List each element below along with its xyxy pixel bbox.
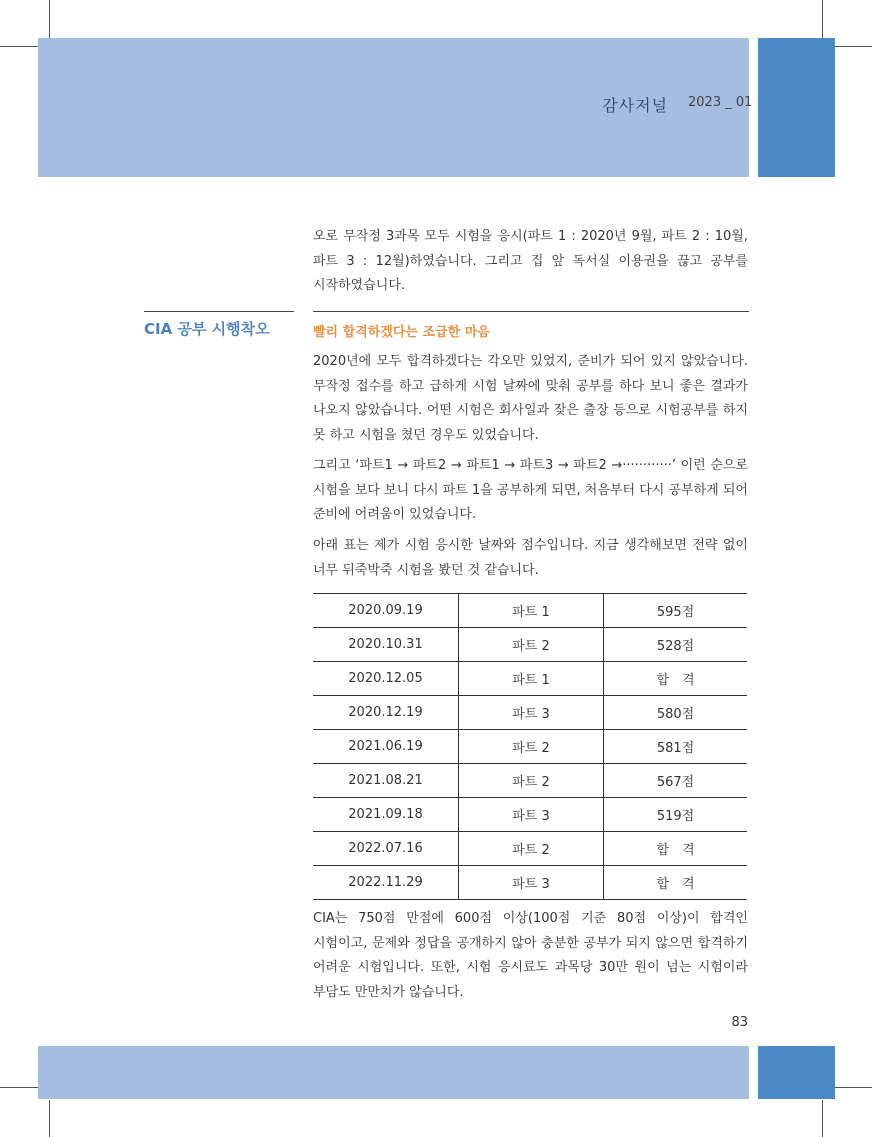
journal-title: 감사저널 bbox=[602, 96, 668, 115]
section-subheading: 빨리 합격하겠다는 조급한 마음 bbox=[313, 325, 490, 340]
section-rule-right bbox=[313, 311, 749, 312]
exam-part-cell: 파트 2 bbox=[459, 628, 604, 662]
exam-result-cell: 합 격 bbox=[604, 866, 748, 900]
exam-date-cell: 2021.09.18 bbox=[313, 798, 459, 832]
exam-part-cell: 파트 1 bbox=[459, 594, 604, 628]
exam-date-cell: 2020.09.19 bbox=[313, 594, 459, 628]
body-paragraph: 2020년에 모두 합격하겠다는 각오만 있었지, 준비가 되어 있지 않았습니다. 무작정 접수를 하고 급하게 시험 날짜에 맞춰 공부를 하다 보니 좋은 결과가 나오지 않았습니다. 어떤 시험은 회사일과 잦은 출장 등으로 시험공부를 하지 못 하고 시험을 쳤던 경우도 있었습니다. bbox=[313, 354, 748, 443]
exam-part-cell: 파트 1 bbox=[459, 662, 604, 696]
exam-date-cell: 2021.06.19 bbox=[313, 730, 459, 764]
exam-result-cell: 합 격 bbox=[604, 832, 748, 866]
table-row bbox=[313, 696, 747, 730]
crop-mark bbox=[834, 1087, 872, 1088]
crop-mark bbox=[822, 1100, 823, 1137]
footer-band bbox=[38, 1046, 749, 1099]
body-paragraph: 그리고 ‘파트1 → 파트2 → 파트1 → 파트3 → 파트2 →············’ 이런 순으로 시험을 보다 보니 다시 파트 1을 공부하게 되면, 처음부터 다시 공부하게 되어 준비에 어려움이 있었습니다. bbox=[313, 458, 748, 522]
exam-results-table bbox=[313, 593, 747, 900]
exam-date-cell: 2022.11.29 bbox=[313, 866, 459, 900]
section-label: CIA 공부 시행착오 bbox=[144, 320, 270, 338]
exam-result-cell: 528점 bbox=[604, 628, 748, 662]
crop-mark bbox=[0, 1087, 40, 1088]
table-row bbox=[313, 866, 747, 900]
crop-mark bbox=[49, 0, 50, 40]
body-paragraph: 아래 표는 제가 시험 응시한 날짜와 점수입니다. 지금 생각해보면 전략 없이 너무 뒤죽박죽 시험을 봤던 것 같습니다. bbox=[313, 538, 748, 578]
table-row bbox=[313, 594, 747, 628]
exam-part-cell: 파트 3 bbox=[459, 866, 604, 900]
exam-part-cell: 파트 2 bbox=[459, 764, 604, 798]
table-row bbox=[313, 628, 747, 662]
table-row bbox=[313, 764, 747, 798]
exam-part-cell: 파트 2 bbox=[459, 730, 604, 764]
exam-date-cell: 2020.10.31 bbox=[313, 628, 459, 662]
exam-part-cell: 파트 3 bbox=[459, 696, 604, 730]
crop-mark bbox=[822, 0, 823, 40]
exam-result-cell: 581점 bbox=[604, 730, 748, 764]
exam-result-cell: 580점 bbox=[604, 696, 748, 730]
footer-accent-block bbox=[758, 1046, 835, 1099]
exam-date-cell: 2020.12.19 bbox=[313, 696, 459, 730]
exam-result-cell: 519점 bbox=[604, 798, 748, 832]
exam-date-cell: 2020.12.05 bbox=[313, 662, 459, 696]
section-rule-left bbox=[144, 311, 294, 312]
exam-part-cell: 파트 2 bbox=[459, 832, 604, 866]
exam-date-cell: 2022.07.16 bbox=[313, 832, 459, 866]
crop-mark bbox=[0, 46, 40, 47]
journal-issue: 2023 _ 01 bbox=[688, 95, 753, 110]
intro-paragraph: 오로 무작정 3과목 모두 시험을 응시(파트 1 : 2020년 9월, 파트 2 : 10월, 파트 3 : 12월)하였습니다. 그리고 집 앞 독서실 이용권을 끊고 공부를 시작하였습니다. bbox=[313, 229, 748, 293]
header-accent-block bbox=[758, 38, 835, 177]
table-row bbox=[313, 730, 747, 764]
exam-result-cell: 합 격 bbox=[604, 662, 748, 696]
table-row bbox=[313, 662, 747, 696]
exam-date-cell: 2021.08.21 bbox=[313, 764, 459, 798]
crop-mark bbox=[49, 1100, 50, 1137]
exam-result-cell: 595점 bbox=[604, 594, 748, 628]
crop-mark bbox=[834, 46, 872, 47]
exam-result-cell: 567점 bbox=[604, 764, 748, 798]
table-row bbox=[313, 798, 747, 832]
page-number: 83 bbox=[731, 1015, 748, 1030]
exam-part-cell: 파트 3 bbox=[459, 798, 604, 832]
table-row bbox=[313, 832, 747, 866]
closing-paragraph: CIA는 750점 만점에 600점 이상(100점 기준 80점 이상)이 합격인 시험이고, 문제와 정답을 공개하지 않아 충분한 공부가 되지 않으면 합격하기 어려운 시험입니다. 또한, 시험 응시료도 과목당 30만 원이 넘는 시험이라 부담도 만만치가 않습니다. bbox=[313, 911, 748, 1000]
